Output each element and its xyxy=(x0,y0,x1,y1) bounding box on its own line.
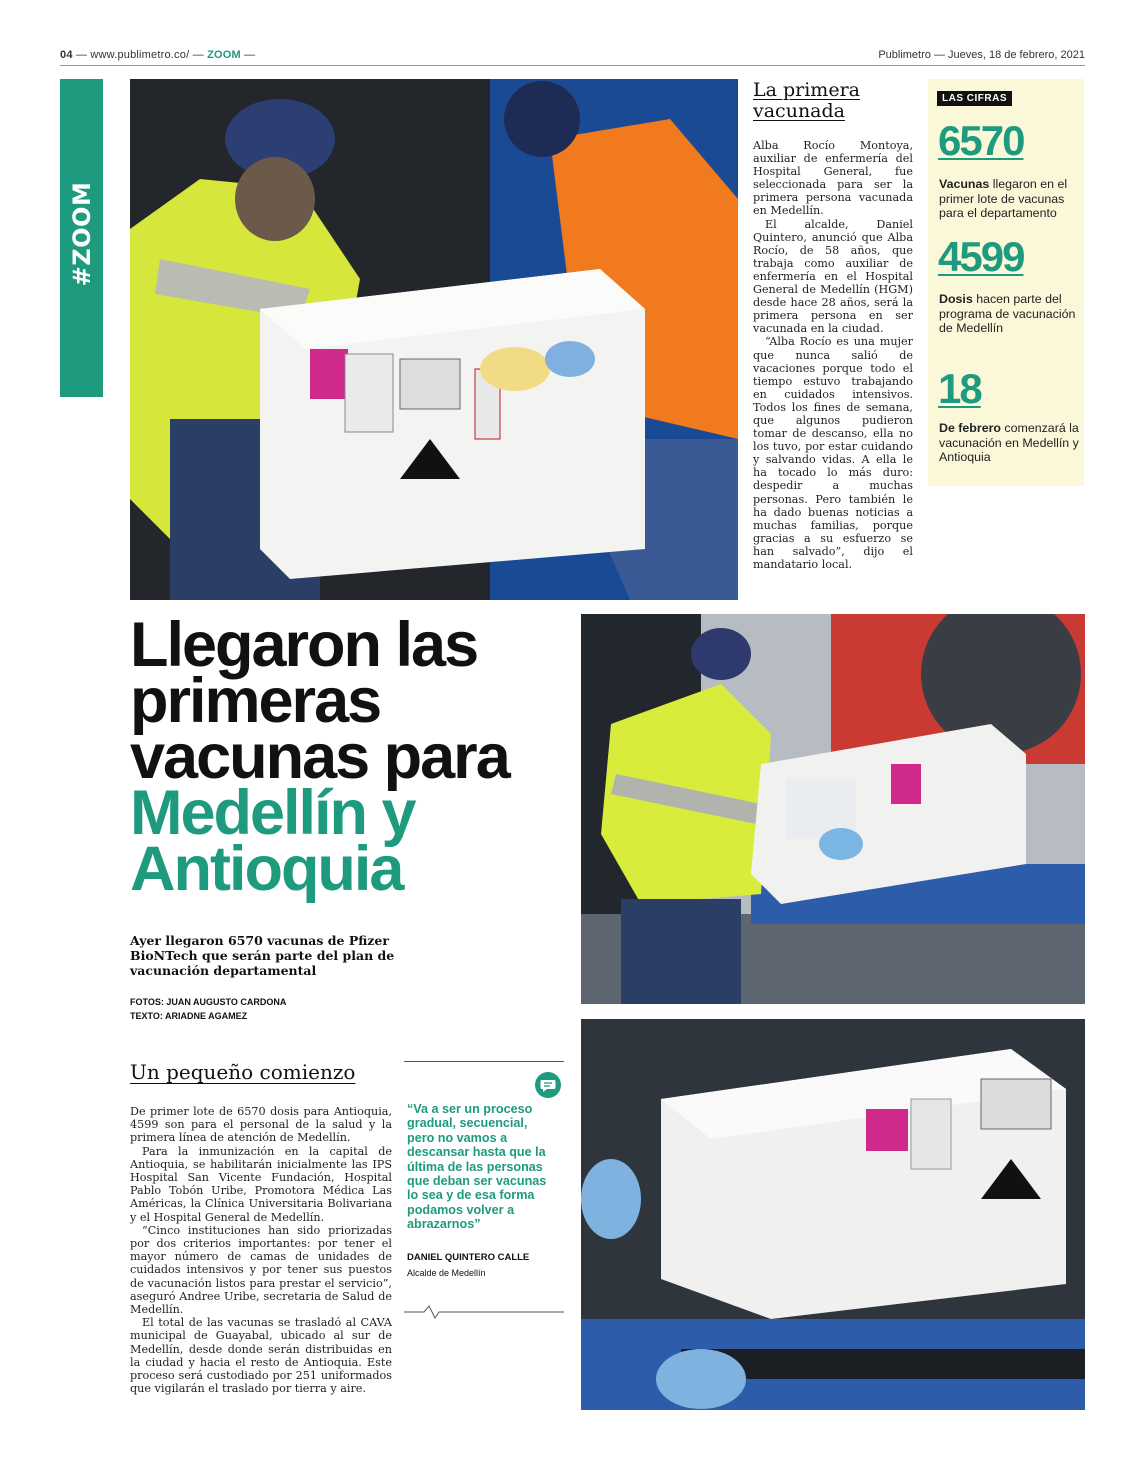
quote-top-rule xyxy=(404,1061,564,1062)
article-paragraph: “Cinco instituciones han sido priorizadas por dos criterios importantes: por tener el mayor número de camas de unidades de cuidados intensivos y por tener sus puestos de vacunación listos para prestar el servicio”, aseguró Andree Uribe, secretaria de Salud de Medellín. xyxy=(130,1223,392,1317)
headline-line: Medellín y xyxy=(130,778,415,848)
headline-line: primeras xyxy=(130,666,381,736)
article-paragraph: De primer lote de 6570 dosis para Antioquia, 4599 son para el personal de la salud y la primera línea de atención de Medellín. xyxy=(130,1105,392,1145)
headline xyxy=(130,610,570,904)
headline-line: Antioquia xyxy=(130,834,403,904)
speech-bubble-icon xyxy=(534,1071,562,1099)
figures-box xyxy=(928,79,1084,486)
quote-author-role: Alcalde de Medellín xyxy=(407,1268,486,1278)
figure-number: 4599 xyxy=(938,233,1024,280)
article-paragraph: El total de las vacunas se trasladó al CAVA municipal de Guayabal, ubicado al sur de Medellín, desde donde serán distribuidas en la ciudad y hacia el resto de Antioquia. Este proceso será custodiado por 251 uniformados que vigilarán el traslado por tierra y aire. xyxy=(130,1316,392,1396)
figure-number: 18 xyxy=(938,365,981,412)
article-body xyxy=(130,1105,392,1395)
headline-line: Llegaron las xyxy=(130,610,478,680)
article-paragraph: Para la inmunización en la capital de Antioquia, se habilitarán inicialmente las IPS Hospital San Vicente Fundación, Hospital Pablo Tobón Uribe, Promotora Médica Las Américas, la Clínica Universitaria Bolivariana y el Hospital General de Medellín. xyxy=(130,1144,392,1224)
headline-line: vacunas para xyxy=(130,722,509,792)
page-number: 04 xyxy=(60,49,73,61)
figure-number: 6570 xyxy=(938,117,1024,164)
section-side-tab xyxy=(60,79,103,397)
section-name: ZOOM xyxy=(207,49,241,61)
pull-quote: “Va a ser un proceso gradual, secuencial, pero no vamos a descansar hasta que la última de las personas que deban ser vacunas lo sea y de esa forma podamos volver a abrazarnos” xyxy=(407,1102,547,1232)
site-url: www.publimetro.co/ xyxy=(90,49,190,61)
figure-description: Dosis hacen parte del programa de vacunación de Medellín xyxy=(939,292,1076,335)
figure-description: Vacunas llegaron en el primer lote de vacunas para el departamento xyxy=(939,177,1068,220)
first-vaccinated-title: La primera vacunada xyxy=(753,79,860,122)
page-header-left: 04 — www.publimetro.co/ — ZOOM — xyxy=(60,49,256,61)
photo-credit: FOTOS: JUAN AUGUSTO CARDONA xyxy=(130,997,287,1007)
first-vaccinated-paragraph: Alba Rocío Montoya, auxiliar de enfermería del Hospital General, fue seleccionada para ser la primera persona vacunada en Medellín. xyxy=(753,139,913,218)
first-vaccinated-paragraph: “Alba Rocío es una mujer que nunca salió de vacaciones porque todo el tiempo estuvo trabajando en cuidados intensivos. Todos los fines de semana, que algunos pudieron tomar de descanso, ella no los tuvo, por estar cuidando y salvando vidas. A ella le ha tocado lo más duro: despedir a muchas personas. Pero también le ha dado buenas noticias a muchas familias, porque gracias a su esfuerzo se han salvado”, dijo el mandatario local. xyxy=(753,335,913,571)
quote-bottom-rule xyxy=(404,1305,564,1319)
deck-summary: Ayer llegaron 6570 vacunas de Pfizer BioNTech que serán parte del plan de vacunación departamental xyxy=(130,933,395,978)
side-tab-label: #ZOOM xyxy=(67,181,96,287)
globe-icon xyxy=(69,433,94,458)
page-header-right: Publimetro — Jueves, 18 de febrero, 2021 xyxy=(878,49,1085,61)
credits xyxy=(130,995,286,1023)
quote-author: DANIEL QUINTERO CALLE xyxy=(407,1252,530,1263)
photo-worker-with-box xyxy=(581,614,1085,1004)
article-title: Un pequeño comienzo xyxy=(130,1060,356,1084)
photo-vaccine-box-closeup xyxy=(581,1019,1085,1410)
first-vaccinated-body xyxy=(753,139,913,571)
figures-badge: LAS CIFRAS xyxy=(937,91,1012,106)
figure-description: De febrero comenzará la vacunación en Medellín y Antioquia xyxy=(939,421,1079,464)
header-divider xyxy=(60,65,1085,66)
main-photo-workers-carrying-box xyxy=(130,79,738,600)
text-credit: TEXTO: ARIADNE AGAMEZ xyxy=(130,1011,248,1021)
first-vaccinated-paragraph: El alcalde, Daniel Quintero, anunció que Alba Rocío, de 58 años, que trabaja como auxiliar de enfermería en el Hospital General de Medellín (HGM) desde hace 28 años, será la primera persona en ser vacunada en la ciudad. xyxy=(753,217,913,336)
